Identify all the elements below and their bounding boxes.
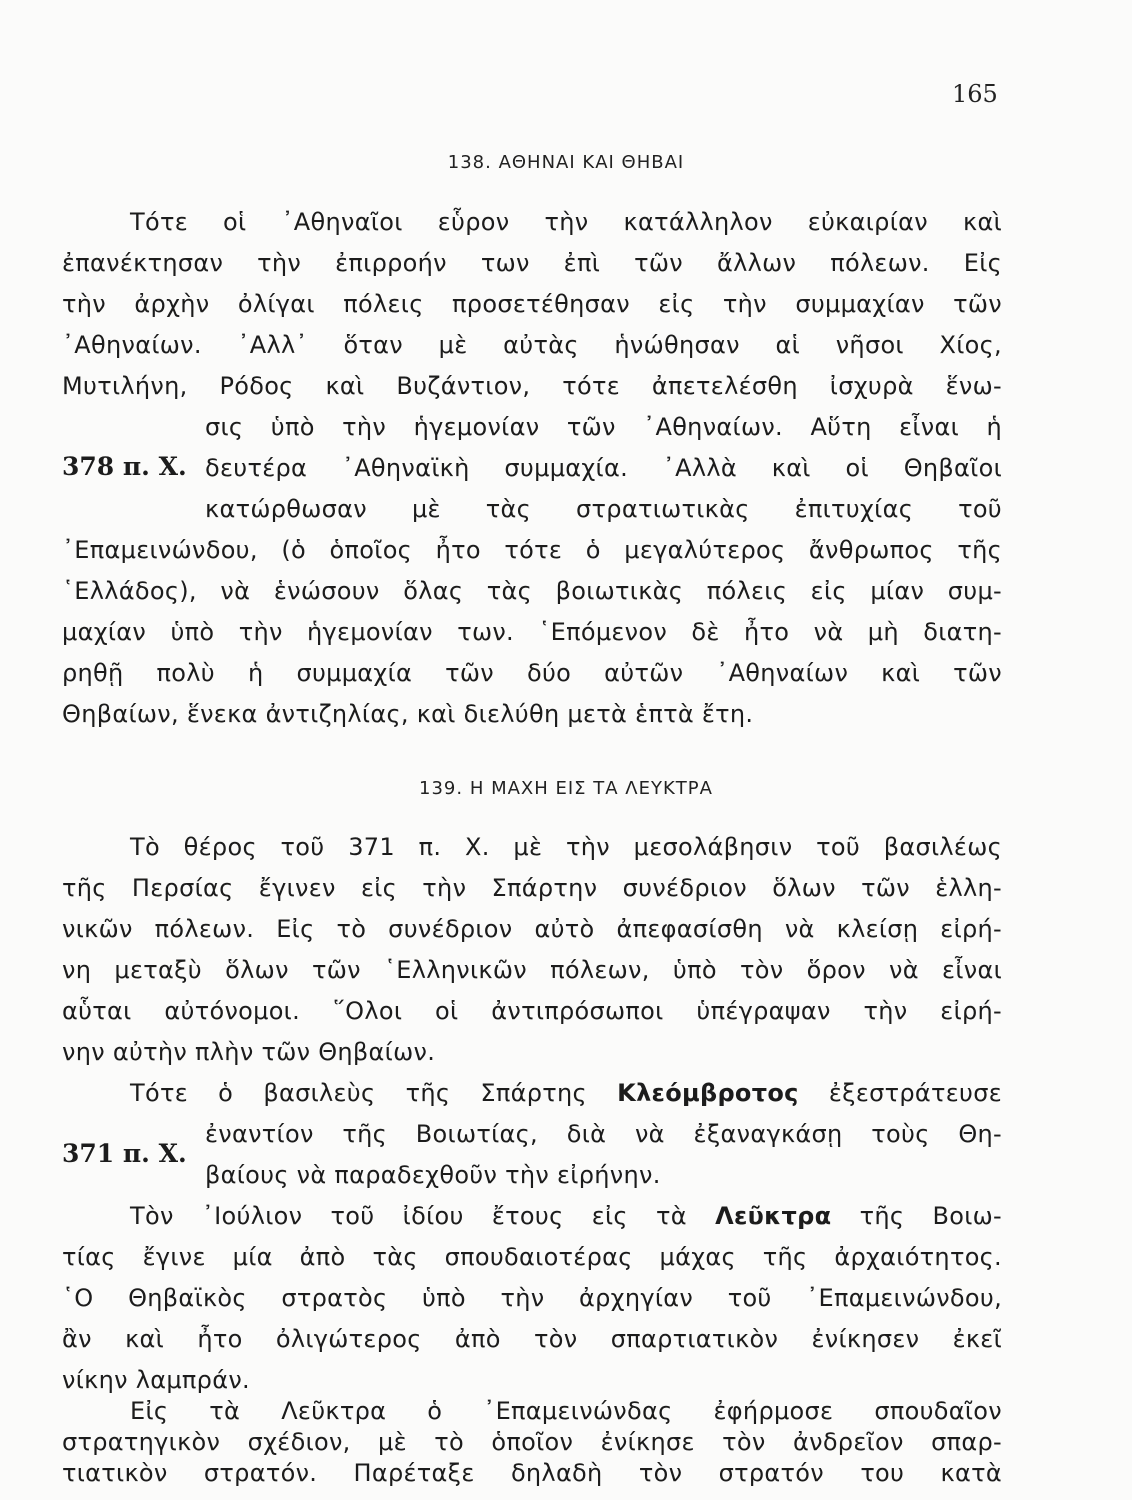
text-line: βαίους νὰ παραδεχθοῦν τὴν εἰρήνην.	[205, 1161, 661, 1189]
text-line: Μυτιλήνη, Ρόδος καὶ Βυζάντιον, τότε ἀπετελέσθη ἰσχυρὰ ἕνω-	[62, 372, 1002, 400]
text-line: ρηθῇ πολὺ ἡ συμμαχία τῶν δύο αὐτῶν ᾿Αθηναίων καὶ τῶν	[62, 659, 1002, 687]
text-line: τίας ἔγινε μία ἀπὸ τὰς σπουδαιοτέρας μάχας τῆς ἀρχαιότητος.	[62, 1243, 1002, 1271]
text-line: νίκην λαμπράν.	[62, 1366, 250, 1394]
text-run: Τὸν ᾿Ιούλιον τοῦ ἰδίου ἔτους εἰς τὰ	[130, 1202, 687, 1230]
text-run: ἐξεστράτευσε	[828, 1079, 1003, 1107]
text-line: αὗται αὐτόνομοι. ῞Ολοι οἱ ἀντιπρόσωποι ὑπέγραψαν τὴν εἰρή-	[62, 997, 1002, 1025]
text-line: Εἰς τὰ Λεῦκτρα ὁ ᾿Επαμεινώνδας ἐφήρμοσε σπουδαῖον	[130, 1397, 1002, 1425]
text-line: ἂν καὶ ἦτο ὀλιγώτερος ἀπὸ τὸν σπαρτιατικὸν ἐνίκησεν ἐκεῖ	[62, 1325, 1002, 1353]
text-line: ᾿Αθηναίων. ᾿Αλλ᾿ ὅταν μὲ αὐτὰς ἡνώθησαν αἱ νῆσοι Χίος,	[62, 331, 1002, 359]
text-line: μαχίαν ὑπὸ τὴν ἡγεμονίαν των. ῾Επόμενον δὲ ἦτο νὰ μὴ διατη-	[62, 618, 1002, 646]
text-line: ῾Ο Θηβαϊκὸς στρατὸς ὑπὸ τὴν ἀρχηγίαν τοῦ ᾿Επαμεινώνδου,	[62, 1284, 1002, 1312]
text-line-with-name	[130, 1201, 1002, 1231]
text-line: ἐναντίον τῆς Βοιωτίας, διὰ νὰ ἐξαναγκάσῃ τοὺς Θη-	[205, 1120, 1002, 1148]
section-139-heading: 139. Η ΜΑΧΗ ΕΙΣ ΤΑ ΛΕΥΚΤΡΑ	[419, 778, 713, 799]
text-run: Τότε ὁ βασιλεὺς τῆς Σπάρτης	[130, 1079, 587, 1107]
text-line: τὴν ἀρχὴν ὀλίγαι πόλεις προσετέθησαν εἰς τὴν συμμαχίαν τῶν	[62, 290, 1002, 318]
text-line-with-name	[130, 1078, 1002, 1108]
text-line: τιατικὸν στρατόν. Παρέταξε δηλαδὴ τὸν στρατόν του κατὰ	[62, 1459, 1002, 1487]
name-kleombrotos: Κλεόμβροτος	[617, 1079, 799, 1107]
text-line: ῾Ελλάδος), νὰ ἑνώσουν ὅλας τὰς βοιωτικὰς πόλεις εἰς μίαν συμ-	[62, 577, 1002, 605]
text-line: στρατηγικὸν σχέδιον, μὲ τὸ ὁποῖον ἐνίκησε τὸν ἀνδρεῖον σπαρ-	[62, 1428, 1002, 1456]
text-line: ᾿Επαμεινώνδου, (ὁ ὁποῖος ἦτο τότε ὁ μεγαλύτερος ἄνθρωπος τῆς	[62, 536, 1002, 564]
text-line: Τὸ θέρος τοῦ 371 π. Χ. μὲ τὴν μεσολάβησιν τοῦ βασιλέως	[130, 833, 1002, 861]
text-line: νην αὐτὴν πλὴν τῶν Θηβαίων.	[62, 1038, 436, 1066]
text-line: τῆς Περσίας ἔγινεν εἰς τὴν Σπάρτην συνέδριον ὅλων τῶν ἑλλη-	[62, 874, 1002, 902]
text-line: Τότε οἱ ᾿Αθηναῖοι εὗρον τὴν κατάλληλον εὐκαιρίαν καὶ	[130, 208, 1002, 236]
text-line: Θηβαίων, ἕνεκα ἀντιζηλίας, καὶ διελύθη μετὰ ἑπτὰ ἔτη.	[62, 700, 754, 728]
margin-note-371: 371 π. Χ.	[62, 1139, 187, 1168]
text-run: τῆς Βοιω-	[859, 1202, 1002, 1230]
text-line: ἐπανέκτησαν τὴν ἐπιρροήν των ἐπὶ τῶν ἄλλων πόλεων. Εἰς	[62, 249, 1002, 277]
section-138-heading: 138. ΑΘΗΝΑΙ ΚΑΙ ΘΗΒΑΙ	[447, 152, 685, 173]
page-number: 165	[952, 80, 998, 108]
text-line: σις ὑπὸ τὴν ἡγεμονίαν τῶν ᾿Αθηναίων. Αὕτη εἶναι ἡ	[205, 413, 1002, 441]
text-line: νικῶν πόλεων. Εἰς τὸ συνέδριον αὐτὸ ἀπεφασίσθη νὰ κλείσῃ εἰρή-	[62, 915, 1002, 943]
text-line: νη μεταξὺ ὅλων τῶν ῾Ελληνικῶν πόλεων, ὑπὸ τὸν ὅρον νὰ εἶναι	[62, 956, 1002, 984]
margin-note-378: 378 π. Χ.	[62, 452, 187, 481]
place-leuktra: Λεῦκτρα	[715, 1202, 832, 1230]
text-line: δευτέρα ᾿Αθηναϊκὴ συμμαχία. ᾿Αλλὰ καὶ οἱ Θηβαῖοι	[205, 454, 1002, 482]
text-line: κατώρθωσαν μὲ τὰς στρατιωτικὰς ἐπιτυχίας τοῦ	[205, 495, 1002, 523]
